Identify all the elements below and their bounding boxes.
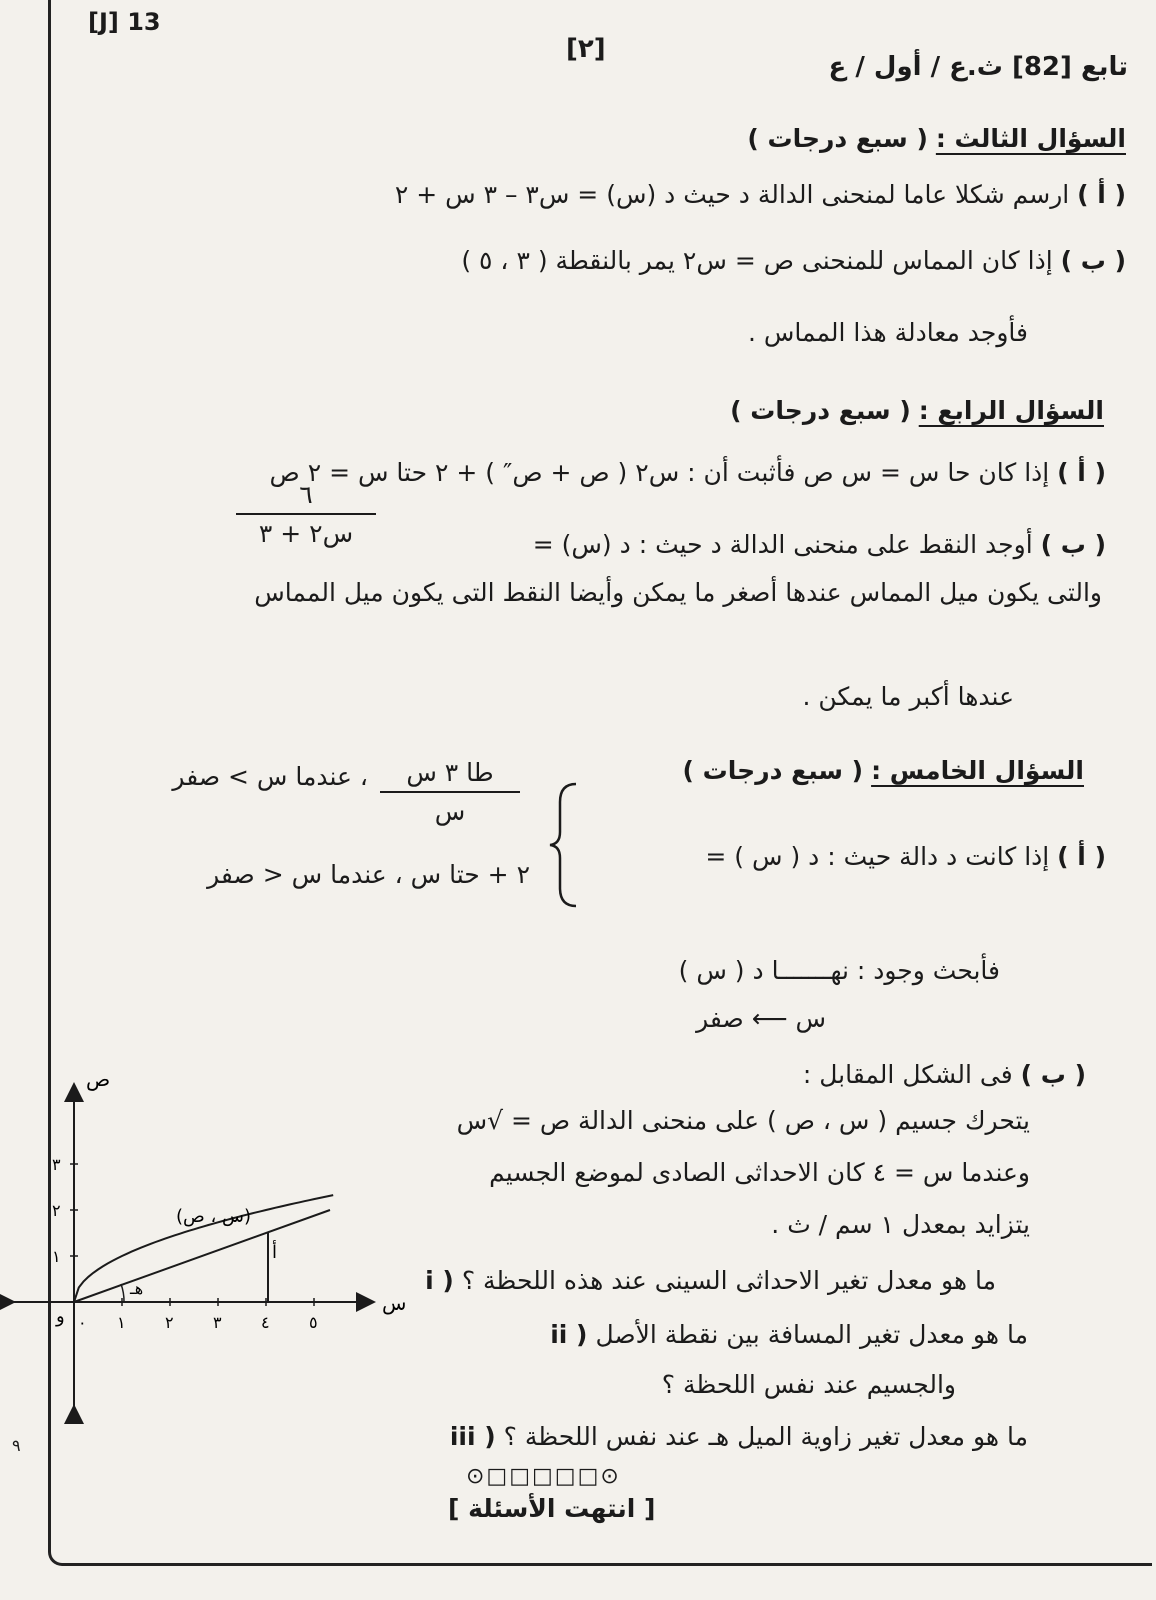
q3-marks: ( سبع درجات ) <box>747 124 928 153</box>
q4-marks: ( سبع درجات ) <box>730 396 911 425</box>
q4-b-label: ( ب ) <box>1040 530 1106 559</box>
q5-case1-fraction <box>380 758 520 826</box>
q5-b-label: ( ب ) <box>1020 1060 1086 1089</box>
origin-label: و <box>56 1306 65 1327</box>
q3-part-a <box>395 180 1126 209</box>
x-tick-label-3: ٣ <box>213 1313 222 1332</box>
angle-label: هـ <box>130 1279 144 1298</box>
q5-a-text: إذا كانت د دالة حيث : د ( س ) = <box>705 842 1050 871</box>
x-tick-label-0: ٠ <box>78 1313 87 1332</box>
q5-case1-condition: ، عندما س > صفر <box>172 762 368 791</box>
q5-iii-text: ما هو معدل تغير زاوية الميل هـ عند نفس اللحظة ؟ <box>503 1422 1028 1451</box>
sqrt-figure <box>0 1070 420 1430</box>
point-label: (س ، ص) <box>176 1206 252 1227</box>
y-tick-label-2: ٣ <box>52 1155 61 1174</box>
q4-part-a <box>270 458 1106 487</box>
q5-b-line1: يتحرك جسيم ( س ، ص ) على منحنى الدالة ص = √س <box>456 1106 1030 1135</box>
q4-part-b <box>533 530 1106 559</box>
q4-fraction-denominator: س٢ + ٣ <box>258 519 354 548</box>
q4-a-text: إذا كان حا س = س ص فأثبت أن : س٢ ( ص + ص″ ) + ٢ حتا س = ٢ ص <box>269 458 1050 487</box>
q5-limit-sub: س ⟵ صفر <box>696 1004 826 1033</box>
page-mark: ٩ <box>12 1436 21 1455</box>
q5-b-line3: يتزايد بمعدل ١ سم / ث . <box>771 1210 1030 1239</box>
q5-case2: ٢ + حتا س ، عندما س < صفر <box>207 860 530 889</box>
y-tick-label-0: ١ <box>52 1247 61 1266</box>
q5-part-b <box>803 1060 1086 1089</box>
q3-a-label: ( أ ) <box>1077 180 1126 209</box>
q4-a-label: ( أ ) <box>1057 458 1106 487</box>
q4-heading <box>730 396 1104 425</box>
end-of-questions: [ انتهت الأسئلة ] <box>448 1494 656 1523</box>
q5-b-intro: فى الشكل المقابل : <box>802 1060 1013 1089</box>
q5-case1-bar <box>380 791 520 793</box>
q4-b-text3: عندها أكبر ما يمكن . <box>802 682 1014 711</box>
q5-b-i <box>425 1266 996 1295</box>
x-axis-label: س <box>382 1291 407 1315</box>
q3-b-label: ( ب ) <box>1060 246 1126 275</box>
q5-marks: ( سبع درجات ) <box>682 756 864 785</box>
x-tick-label-2: ٢ <box>165 1313 174 1332</box>
y-tick-label-1: ٢ <box>52 1201 61 1220</box>
q5-i-label: i ) <box>425 1266 454 1295</box>
q5-case1-denominator: س <box>434 797 466 826</box>
q5-b-iii <box>450 1422 1028 1451</box>
x-tick-label-4: ٤ <box>261 1313 270 1332</box>
q4-b-text2: والتى يكون ميل المماس عندها أصغر ما يمكن وأيضا النقط التى يكون ميل المماس <box>254 578 1102 607</box>
continuation-header: تابع [82] ث.ع / أول / ع <box>828 52 1128 82</box>
q5-iii-label: iii ) <box>449 1422 496 1451</box>
q3-b-text2: فأوجد معادلة هذا المماس . <box>747 318 1028 347</box>
q5-a-label: ( أ ) <box>1057 842 1106 871</box>
q3-part-b <box>461 246 1126 275</box>
q5-ii-label: ii ) <box>550 1320 588 1349</box>
q4-fraction <box>236 480 376 548</box>
q5-ii-text2: والجسيم عند نفس اللحظة ؟ <box>661 1370 956 1399</box>
q3-title: السؤال الثالث : <box>935 124 1126 153</box>
q4-fraction-numerator: ٦ <box>299 480 313 509</box>
piecewise-brace <box>546 780 586 910</box>
q5-heading <box>683 756 1084 785</box>
q4-b-text: أوجد النقط على منحنى الدالة د حيث : د (س) = <box>532 530 1033 559</box>
axis-ticks <box>52 1155 318 1332</box>
q5-limit: فأبحث وجود : نهـــــــا د ( س ) <box>678 956 1000 985</box>
q4-title: السؤال الرابع : <box>918 396 1104 425</box>
page-number: [٢] <box>566 34 606 64</box>
q5-ii-text: ما هو معدل تغير المسافة بين نقطة الأصل <box>595 1320 1028 1349</box>
q5-part-a <box>705 842 1106 871</box>
q5-case1-numerator: طا ٣ س <box>406 758 494 787</box>
q4-fraction-bar <box>236 513 376 515</box>
x-tick-label-5: ٥ <box>309 1313 318 1332</box>
x-tick-label-1: ١ <box>117 1313 126 1332</box>
y-axis-label: ص <box>86 1070 111 1091</box>
q5-i-text: ما هو معدل تغير الاحداثى السينى عند هذه اللحظة ؟ <box>461 1266 996 1295</box>
q3-b-text: إذا كان المماس للمنحنى ص = س٢ يمر بالنقطة ( ٣ ، ٥ ) <box>461 246 1053 275</box>
point-name: أ <box>272 1242 278 1263</box>
q3-heading <box>747 124 1126 153</box>
footer-decoration: ⊙□□□□□⊙ <box>466 1464 621 1489</box>
q5-b-line2: وعندما س = ٤ كان الاحداثى الصادى لموضع الجسيم <box>489 1158 1030 1187</box>
q5-title: السؤال الخامس : <box>871 756 1084 785</box>
exam-code: [J] 13 <box>88 8 161 36</box>
q3-a-text: ارسم شكلا عاما لمنحنى الدالة د حيث د (س) = س٣ – ٣ س + ٢ <box>394 180 1070 209</box>
q5-b-ii <box>550 1320 1028 1349</box>
